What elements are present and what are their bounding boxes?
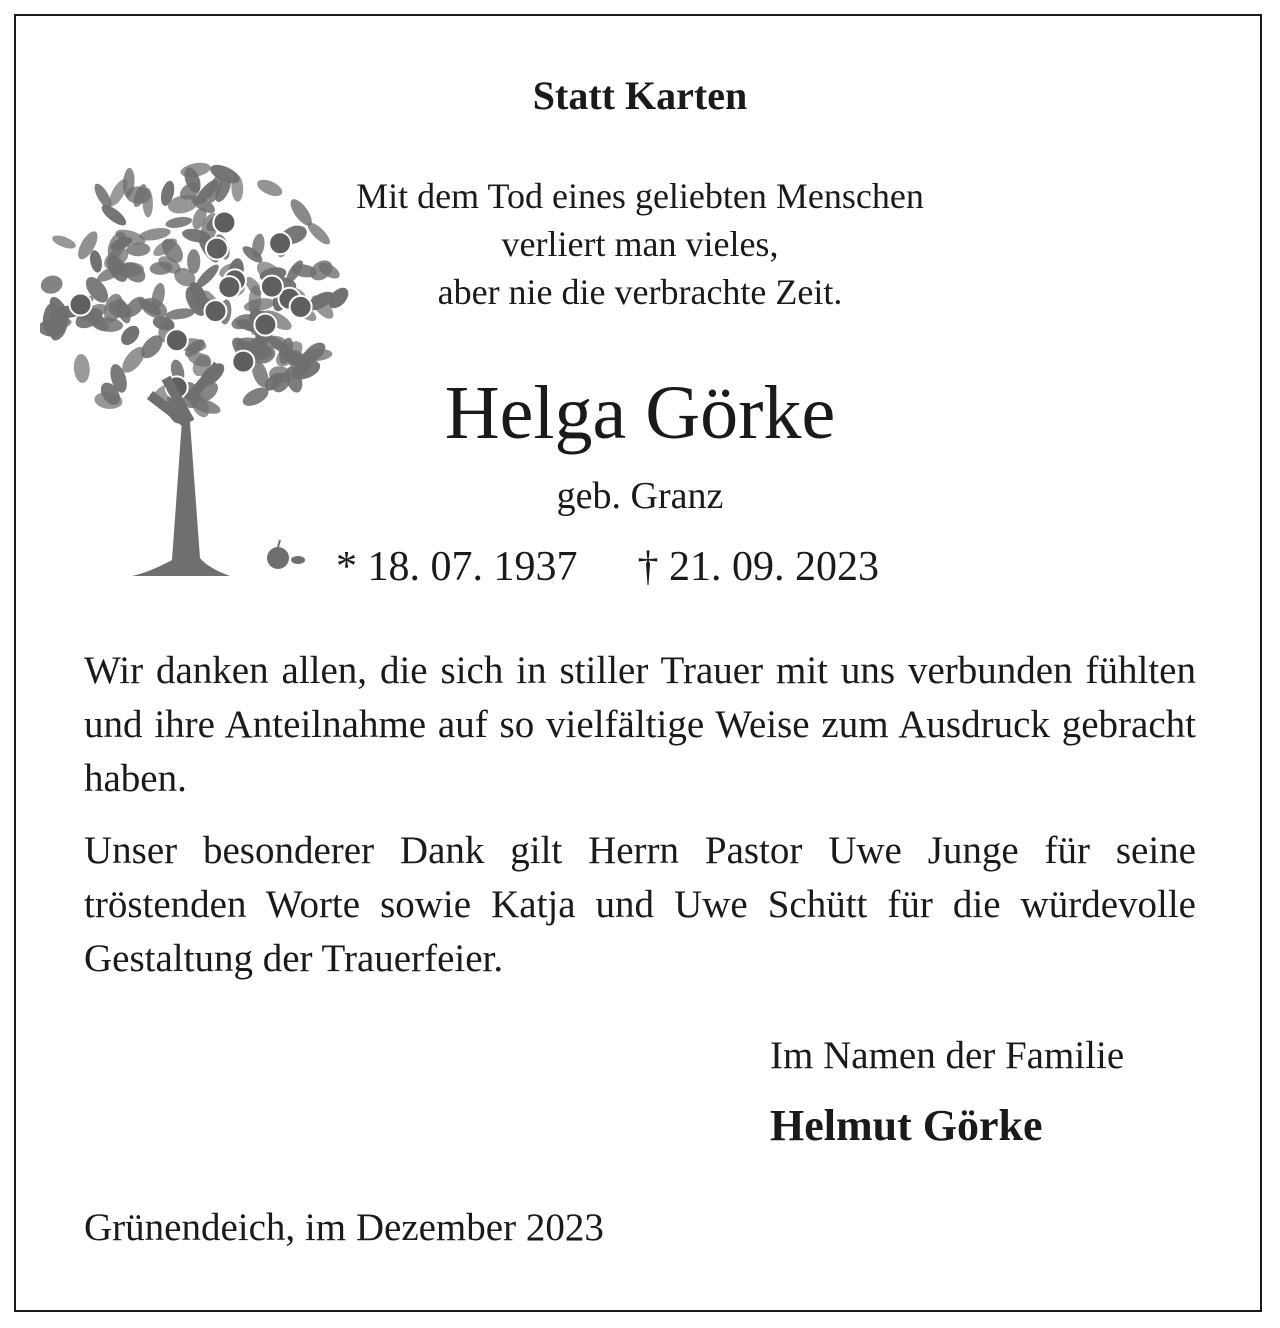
tree-leaf [165, 215, 193, 230]
tree-leaf [179, 160, 212, 179]
quote-line: verliert man vieles, [501, 224, 779, 264]
tree-leaf [51, 233, 78, 251]
tree-apple [218, 276, 240, 298]
quote-line: Mit dem Tod eines geliebten Menschen [356, 176, 924, 216]
special-thanks-paragraph: Unser besonderer Dank gilt Herrn Pastor Uwe Junge für seine tröstenden Worte sowie Katja und Uwe Schütt für die würdevolle Gestaltung der Trauerfeier. [84, 829, 1196, 980]
tree-apple [206, 238, 228, 260]
birth-name: geb. Granz [556, 475, 724, 517]
birth-date: * 18. 07. 1937 [336, 544, 578, 590]
memorial-quote [280, 172, 1000, 316]
tree-apple [254, 314, 276, 336]
signature-name: Helmut Görke [770, 1101, 1043, 1150]
death-date: † 21. 09. 2023 [637, 544, 879, 590]
life-dates [336, 543, 879, 591]
notice-heading: Statt Karten [532, 73, 748, 118]
deceased-name: Helga Görke [444, 371, 836, 455]
tree-leaf [99, 201, 130, 228]
signature-label: Im Namen der Familie [770, 1034, 1125, 1077]
place-date: Grünendeich, im Dezember 2023 [84, 1206, 604, 1249]
thanks-paragraph: Wir danken allen, die sich in stiller Trauer mit uns verbunden fühlten und ihre Anteilnahme auf so vielfältige Weise zum Ausdruck gebracht haben. [84, 649, 1196, 800]
tree-apple [213, 212, 235, 234]
tree-leaf [40, 273, 65, 296]
tree-apple [70, 294, 92, 316]
quote-line: aber nie die verbrachte Zeit. [437, 272, 843, 312]
tree-apple [166, 329, 188, 351]
tree-apple [205, 300, 227, 322]
